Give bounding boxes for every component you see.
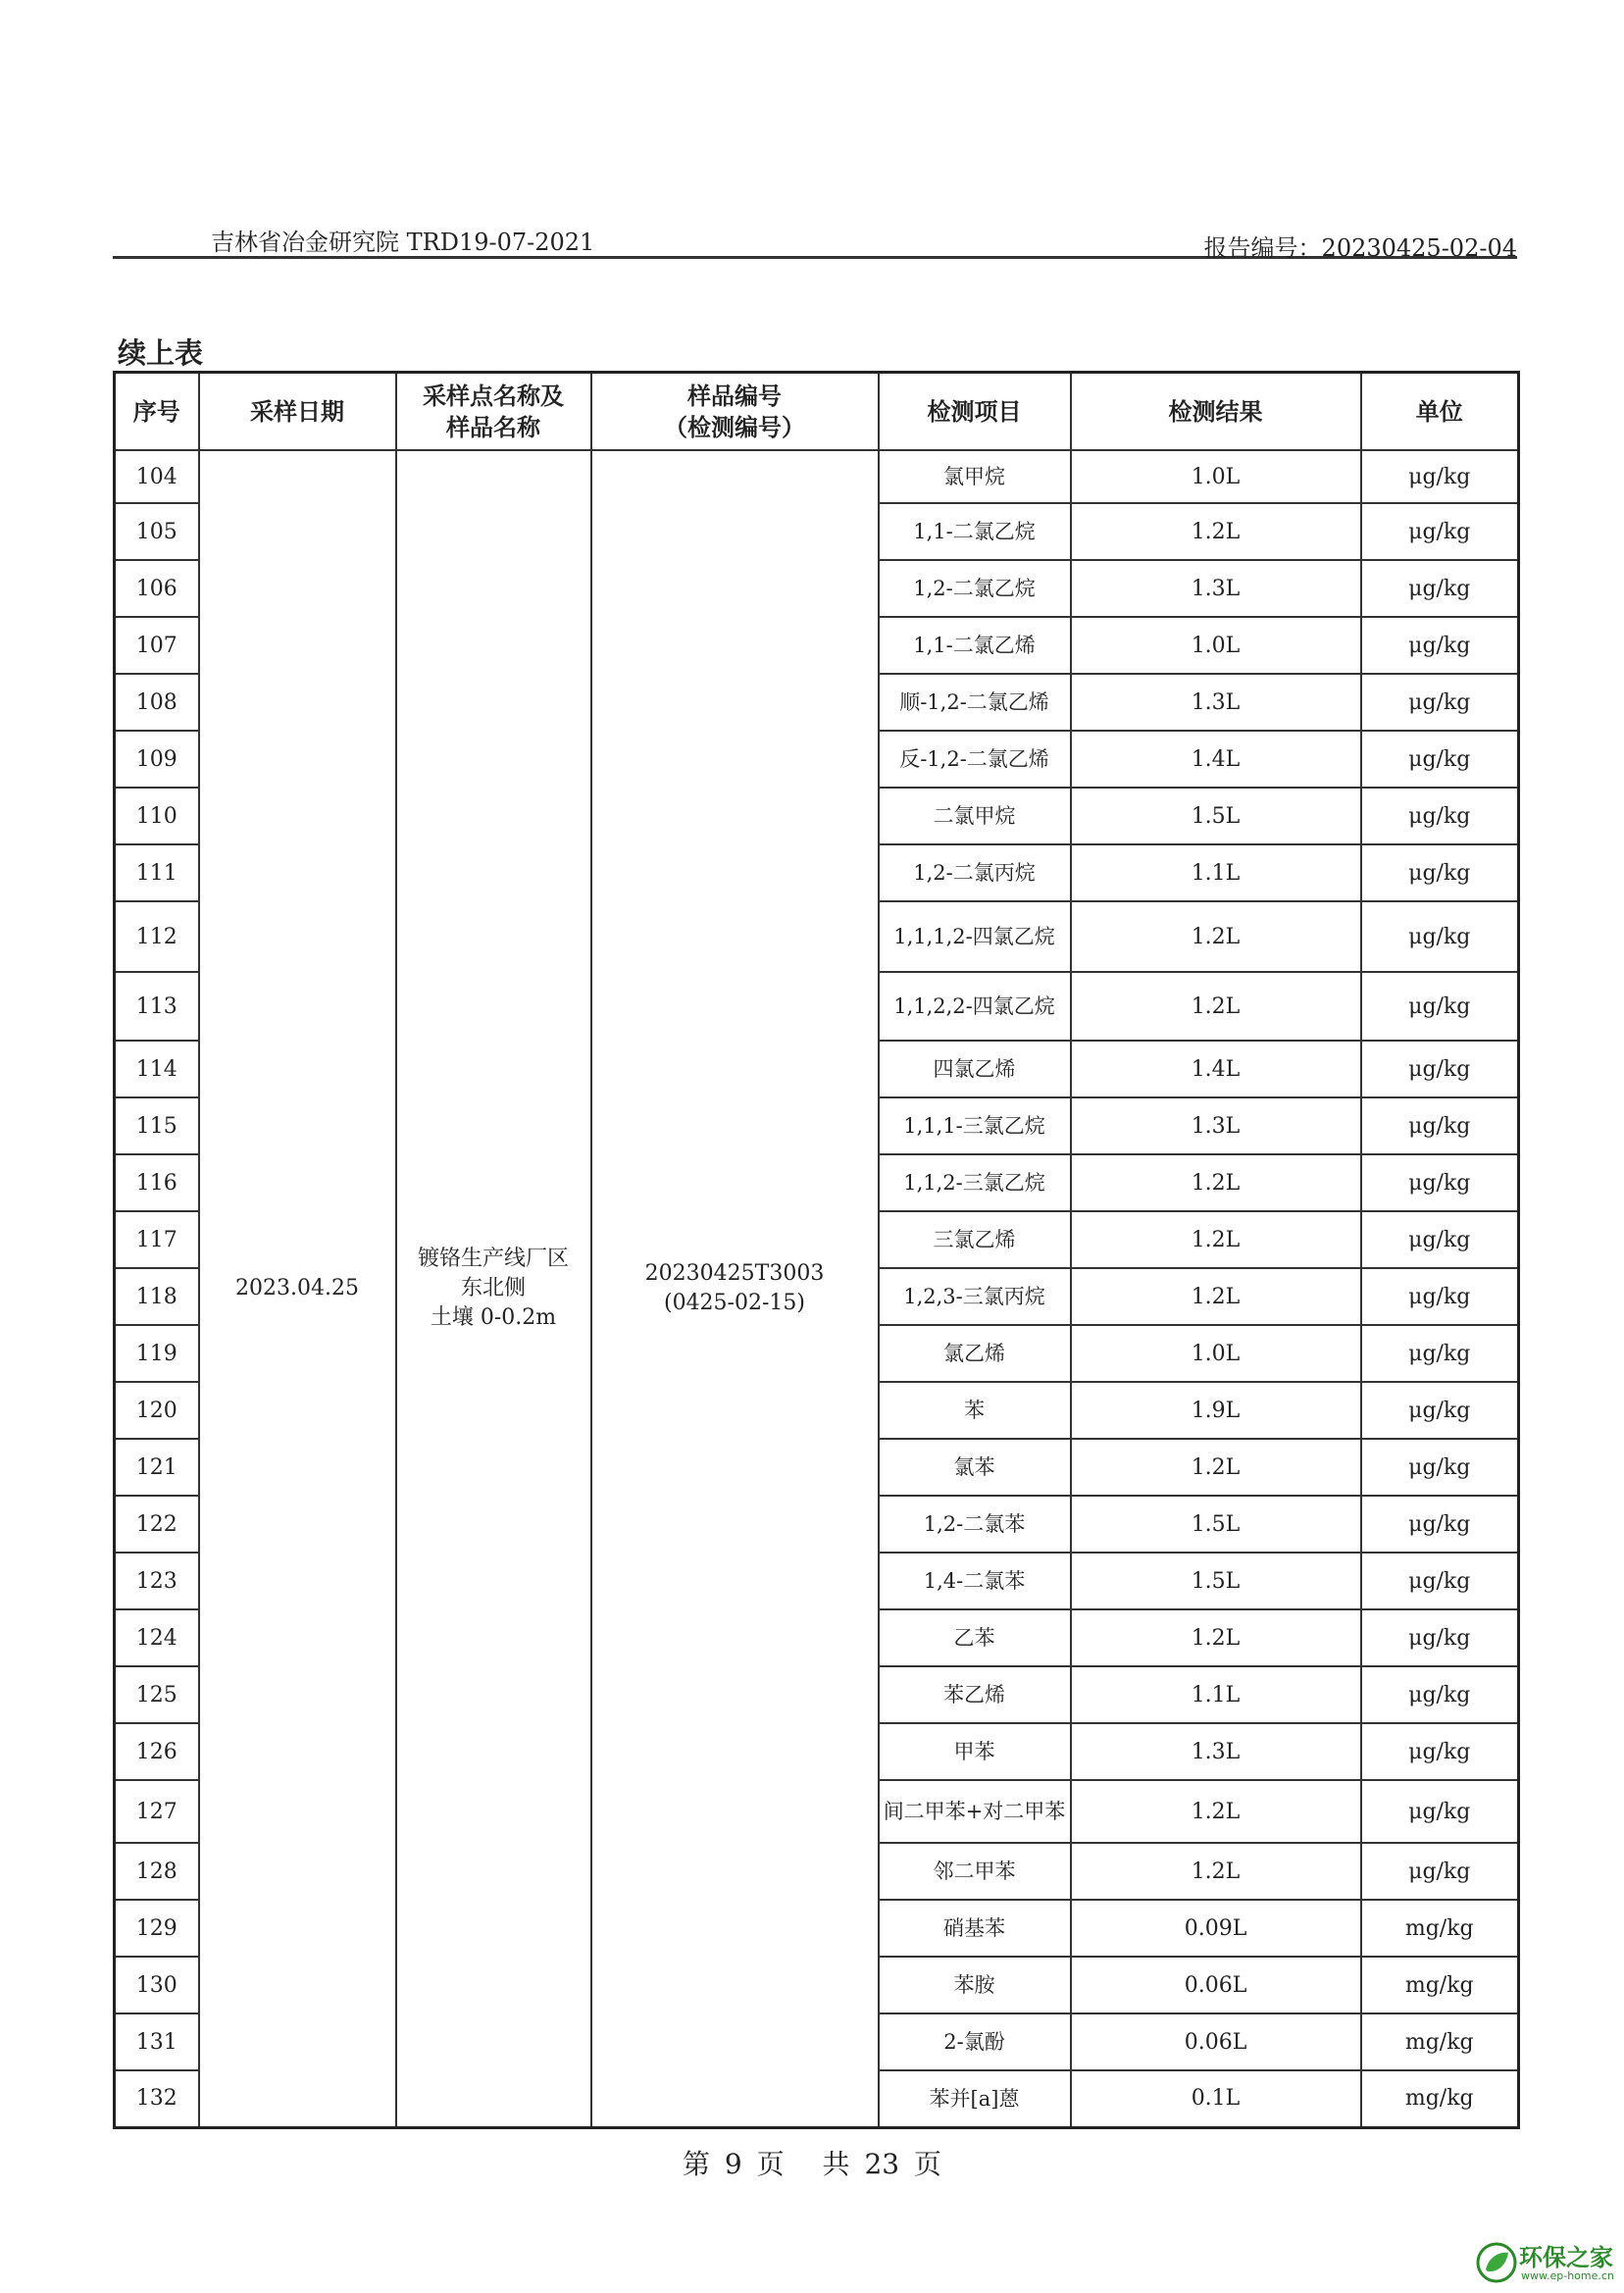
row-item: 2-氯酚 — [879, 2013, 1071, 2070]
row-result: 1.2L — [1071, 901, 1361, 972]
row-seq: 123 — [115, 1553, 199, 1609]
row-unit: mg/kg — [1361, 1900, 1519, 1957]
col-sample — [591, 373, 879, 451]
row-unit: μg/kg — [1361, 1723, 1519, 1780]
row-unit: μg/kg — [1361, 1553, 1519, 1609]
report-number: 报告编号：20230425-02-04 — [1203, 234, 1517, 262]
row-seq: 121 — [115, 1439, 199, 1496]
row-seq: 131 — [115, 2013, 199, 2070]
row-unit: μg/kg — [1361, 1268, 1519, 1325]
row-seq: 128 — [115, 1843, 199, 1900]
row-unit: μg/kg — [1361, 1382, 1519, 1439]
row-item: 苯胺 — [879, 1957, 1071, 2013]
col-unit: 单位 — [1361, 373, 1519, 451]
row-item: 间二甲苯+对二甲苯 — [879, 1780, 1071, 1843]
col-date: 采样日期 — [199, 373, 396, 451]
page-total: 共 23 页 — [822, 2148, 941, 2180]
row-unit: mg/kg — [1361, 2013, 1519, 2070]
row-item: 苯 — [879, 1382, 1071, 1439]
row-seq: 132 — [115, 2070, 199, 2127]
row-item: 1,1,1,2-四氯乙烷 — [879, 901, 1071, 972]
row-unit: μg/kg — [1361, 1780, 1519, 1843]
row-item: 1,1-二氯乙烷 — [879, 503, 1071, 560]
row-seq: 119 — [115, 1325, 199, 1382]
row-item: 1,2,3-三氯丙烷 — [879, 1268, 1071, 1325]
row-seq: 116 — [115, 1154, 199, 1211]
page-header — [113, 219, 1517, 262]
row-unit: μg/kg — [1361, 1666, 1519, 1723]
row-item: 苯并[a]蒽 — [879, 2070, 1071, 2127]
row-item: 三氯乙烯 — [879, 1211, 1071, 1268]
col-site-line1: 采样点名称及 — [423, 382, 564, 410]
col-sample-line1: 样品编号 — [687, 382, 782, 410]
row-result: 1.5L — [1071, 1553, 1361, 1609]
row-unit: μg/kg — [1361, 1211, 1519, 1268]
row-seq: 114 — [115, 1041, 199, 1097]
row-unit: μg/kg — [1361, 844, 1519, 901]
leaf-icon — [1476, 2242, 1517, 2283]
table-header-row — [115, 373, 1519, 451]
row-seq: 110 — [115, 788, 199, 844]
sample-site-line-1: 镀铬生产线厂区 — [417, 1246, 569, 1271]
row-item: 1,1,2-三氯乙烷 — [879, 1154, 1071, 1211]
row-item: 顺-1,2-二氯乙烯 — [879, 674, 1071, 731]
sample-site — [396, 450, 591, 2127]
row-result: 1.3L — [1071, 560, 1361, 617]
row-item: 硝基苯 — [879, 1900, 1071, 1957]
row-seq: 111 — [115, 844, 199, 901]
row-unit: μg/kg — [1361, 972, 1519, 1041]
row-item: 1,2-二氯乙烷 — [879, 560, 1071, 617]
row-seq: 106 — [115, 560, 199, 617]
sample-id-line-2: (0425-02-15) — [663, 1290, 805, 1315]
row-unit: μg/kg — [1361, 617, 1519, 674]
row-result: 0.09L — [1071, 1900, 1361, 1957]
col-site — [396, 373, 591, 451]
row-result: 1.1L — [1071, 1666, 1361, 1723]
row-result: 1.2L — [1071, 1609, 1361, 1666]
col-site-line2: 样品名称 — [446, 413, 540, 441]
row-item: 邻二甲苯 — [879, 1843, 1071, 1900]
row-seq: 115 — [115, 1097, 199, 1154]
row-seq: 104 — [115, 450, 199, 503]
row-item: 乙苯 — [879, 1609, 1071, 1666]
row-result: 1.2L — [1071, 1780, 1361, 1843]
row-seq: 117 — [115, 1211, 199, 1268]
watermark-brand: 环保之家 — [1519, 2244, 1613, 2271]
row-unit: μg/kg — [1361, 1325, 1519, 1382]
row-unit: μg/kg — [1361, 1154, 1519, 1211]
sample-site-line-3: 土壤 0-0.2m — [430, 1304, 557, 1330]
row-result: 0.06L — [1071, 2013, 1361, 2070]
row-unit: μg/kg — [1361, 560, 1519, 617]
row-result: 1.2L — [1071, 1843, 1361, 1900]
col-result: 检测结果 — [1071, 373, 1361, 451]
row-item: 氯苯 — [879, 1439, 1071, 1496]
row-unit: mg/kg — [1361, 1957, 1519, 2013]
row-unit: μg/kg — [1361, 901, 1519, 972]
row-seq: 108 — [115, 674, 199, 731]
row-seq: 125 — [115, 1666, 199, 1723]
row-seq: 113 — [115, 972, 199, 1041]
watermark-url: www.ep-home.cn — [1521, 2269, 1614, 2282]
row-seq: 105 — [115, 503, 199, 560]
row-item: 氯甲烷 — [879, 450, 1071, 503]
col-sample-line2: （检测编号） — [664, 413, 805, 441]
row-seq: 127 — [115, 1780, 199, 1843]
row-result: 1.2L — [1071, 503, 1361, 560]
row-result: 1.0L — [1071, 617, 1361, 674]
row-result: 1.5L — [1071, 1496, 1361, 1553]
row-item: 1,4-二氯苯 — [879, 1553, 1071, 1609]
row-result: 1.2L — [1071, 972, 1361, 1041]
row-unit: μg/kg — [1361, 1496, 1519, 1553]
sample-site-line-2: 东北侧 — [460, 1275, 526, 1300]
row-result: 1.5L — [1071, 788, 1361, 844]
row-result: 1.9L — [1071, 1382, 1361, 1439]
row-result: 0.06L — [1071, 1957, 1361, 2013]
row-result: 1.0L — [1071, 450, 1361, 503]
table-body — [115, 450, 1519, 2127]
row-result: 1.2L — [1071, 1211, 1361, 1268]
row-seq: 112 — [115, 901, 199, 972]
page-footer — [0, 2143, 1624, 2182]
row-item: 氯乙烯 — [879, 1325, 1071, 1382]
row-item: 二氯甲烷 — [879, 788, 1071, 844]
row-result: 1.2L — [1071, 1154, 1361, 1211]
row-result: 1.3L — [1071, 1723, 1361, 1780]
row-item: 1,2-二氯苯 — [879, 1496, 1071, 1553]
row-seq: 129 — [115, 1900, 199, 1957]
row-item: 四氯乙烯 — [879, 1041, 1071, 1097]
results-table — [113, 371, 1520, 2129]
row-unit: μg/kg — [1361, 788, 1519, 844]
row-unit: μg/kg — [1361, 1843, 1519, 1900]
row-seq: 122 — [115, 1496, 199, 1553]
table-row — [115, 450, 1519, 503]
row-result: 1.2L — [1071, 1439, 1361, 1496]
row-result: 1.1L — [1071, 844, 1361, 901]
sample-date: 2023.04.25 — [199, 450, 396, 2127]
row-result: 1.3L — [1071, 674, 1361, 731]
row-unit: μg/kg — [1361, 450, 1519, 503]
row-seq: 118 — [115, 1268, 199, 1325]
row-seq: 126 — [115, 1723, 199, 1780]
row-seq: 124 — [115, 1609, 199, 1666]
row-item: 反-1,2-二氯乙烯 — [879, 731, 1071, 788]
col-seq: 序号 — [115, 373, 199, 451]
row-item: 甲苯 — [879, 1723, 1071, 1780]
row-unit: μg/kg — [1361, 1041, 1519, 1097]
row-result: 1.3L — [1071, 1097, 1361, 1154]
sample-id — [591, 450, 879, 2127]
row-unit: μg/kg — [1361, 1609, 1519, 1666]
row-unit: μg/kg — [1361, 503, 1519, 560]
row-seq: 109 — [115, 731, 199, 788]
row-result: 1.2L — [1071, 1268, 1361, 1325]
row-unit: mg/kg — [1361, 2070, 1519, 2127]
org-name: 吉林省冶金研究院 TRD19-07-2021 — [211, 229, 595, 256]
row-item: 1,1,1-三氯乙烷 — [879, 1097, 1071, 1154]
row-unit: μg/kg — [1361, 674, 1519, 731]
sample-id-line-1: 20230425T3003 — [644, 1260, 825, 1286]
row-seq: 120 — [115, 1382, 199, 1439]
row-item: 苯乙烯 — [879, 1666, 1071, 1723]
row-result: 0.1L — [1071, 2070, 1361, 2127]
row-item: 1,1-二氯乙烯 — [879, 617, 1071, 674]
col-item: 检测项目 — [879, 373, 1071, 451]
row-unit: μg/kg — [1361, 731, 1519, 788]
row-seq: 130 — [115, 1957, 199, 2013]
row-result: 1.4L — [1071, 1041, 1361, 1097]
row-unit: μg/kg — [1361, 1097, 1519, 1154]
watermark-logo — [1476, 2238, 1623, 2291]
continued-label: 续上表 — [118, 336, 204, 370]
page-number: 第 9 页 — [683, 2148, 785, 2180]
row-seq: 107 — [115, 617, 199, 674]
row-result: 1.4L — [1071, 731, 1361, 788]
row-unit: μg/kg — [1361, 1439, 1519, 1496]
row-item: 1,2-二氯丙烷 — [879, 844, 1071, 901]
row-result: 1.0L — [1071, 1325, 1361, 1382]
row-item: 1,1,2,2-四氯乙烷 — [879, 972, 1071, 1041]
